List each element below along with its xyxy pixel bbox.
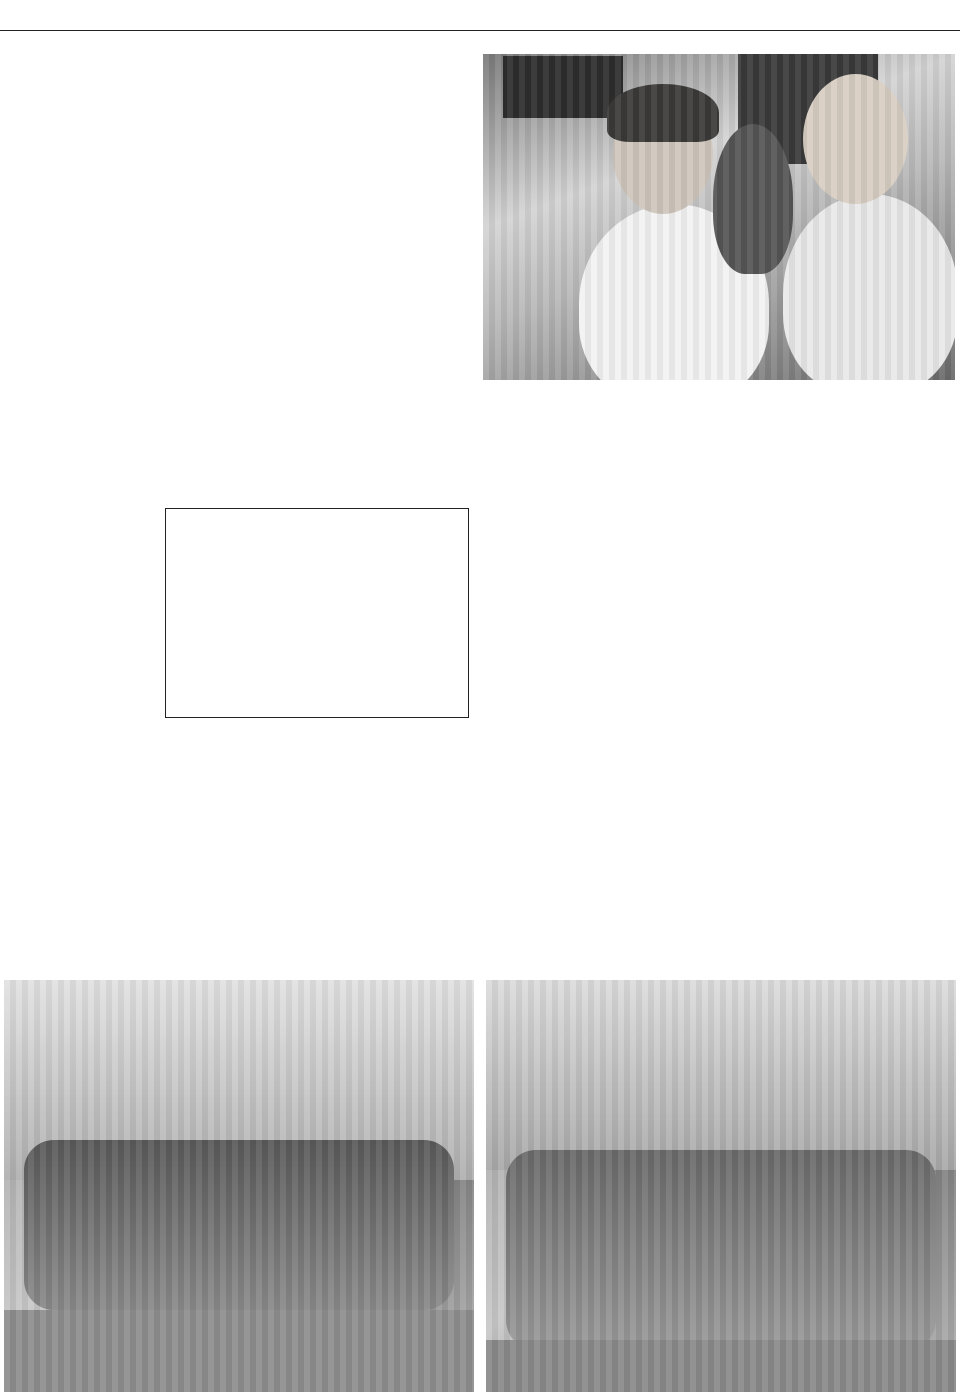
person-man-head: [803, 74, 908, 204]
class-1a-photo: [4, 980, 474, 1392]
page-header: [0, 0, 960, 31]
artist-bio-box: [165, 508, 469, 718]
menu-board: [738, 54, 878, 164]
person-background: [713, 124, 793, 274]
classroom-wall: [4, 980, 474, 1180]
children-group: [24, 1140, 454, 1310]
classroom-floor: [4, 1310, 474, 1392]
exhibition-photo: [483, 54, 955, 380]
person-woman-hair: [607, 84, 719, 142]
classroom-floor: [486, 1340, 956, 1392]
price-board: [503, 56, 623, 118]
class-1b-photo: [486, 980, 956, 1392]
board-brand: [738, 54, 878, 66]
person-woman: [579, 204, 769, 380]
person-man: [783, 194, 955, 380]
children-group: [506, 1150, 936, 1350]
classroom-wall: [486, 980, 956, 1170]
person-woman-head: [613, 94, 713, 214]
